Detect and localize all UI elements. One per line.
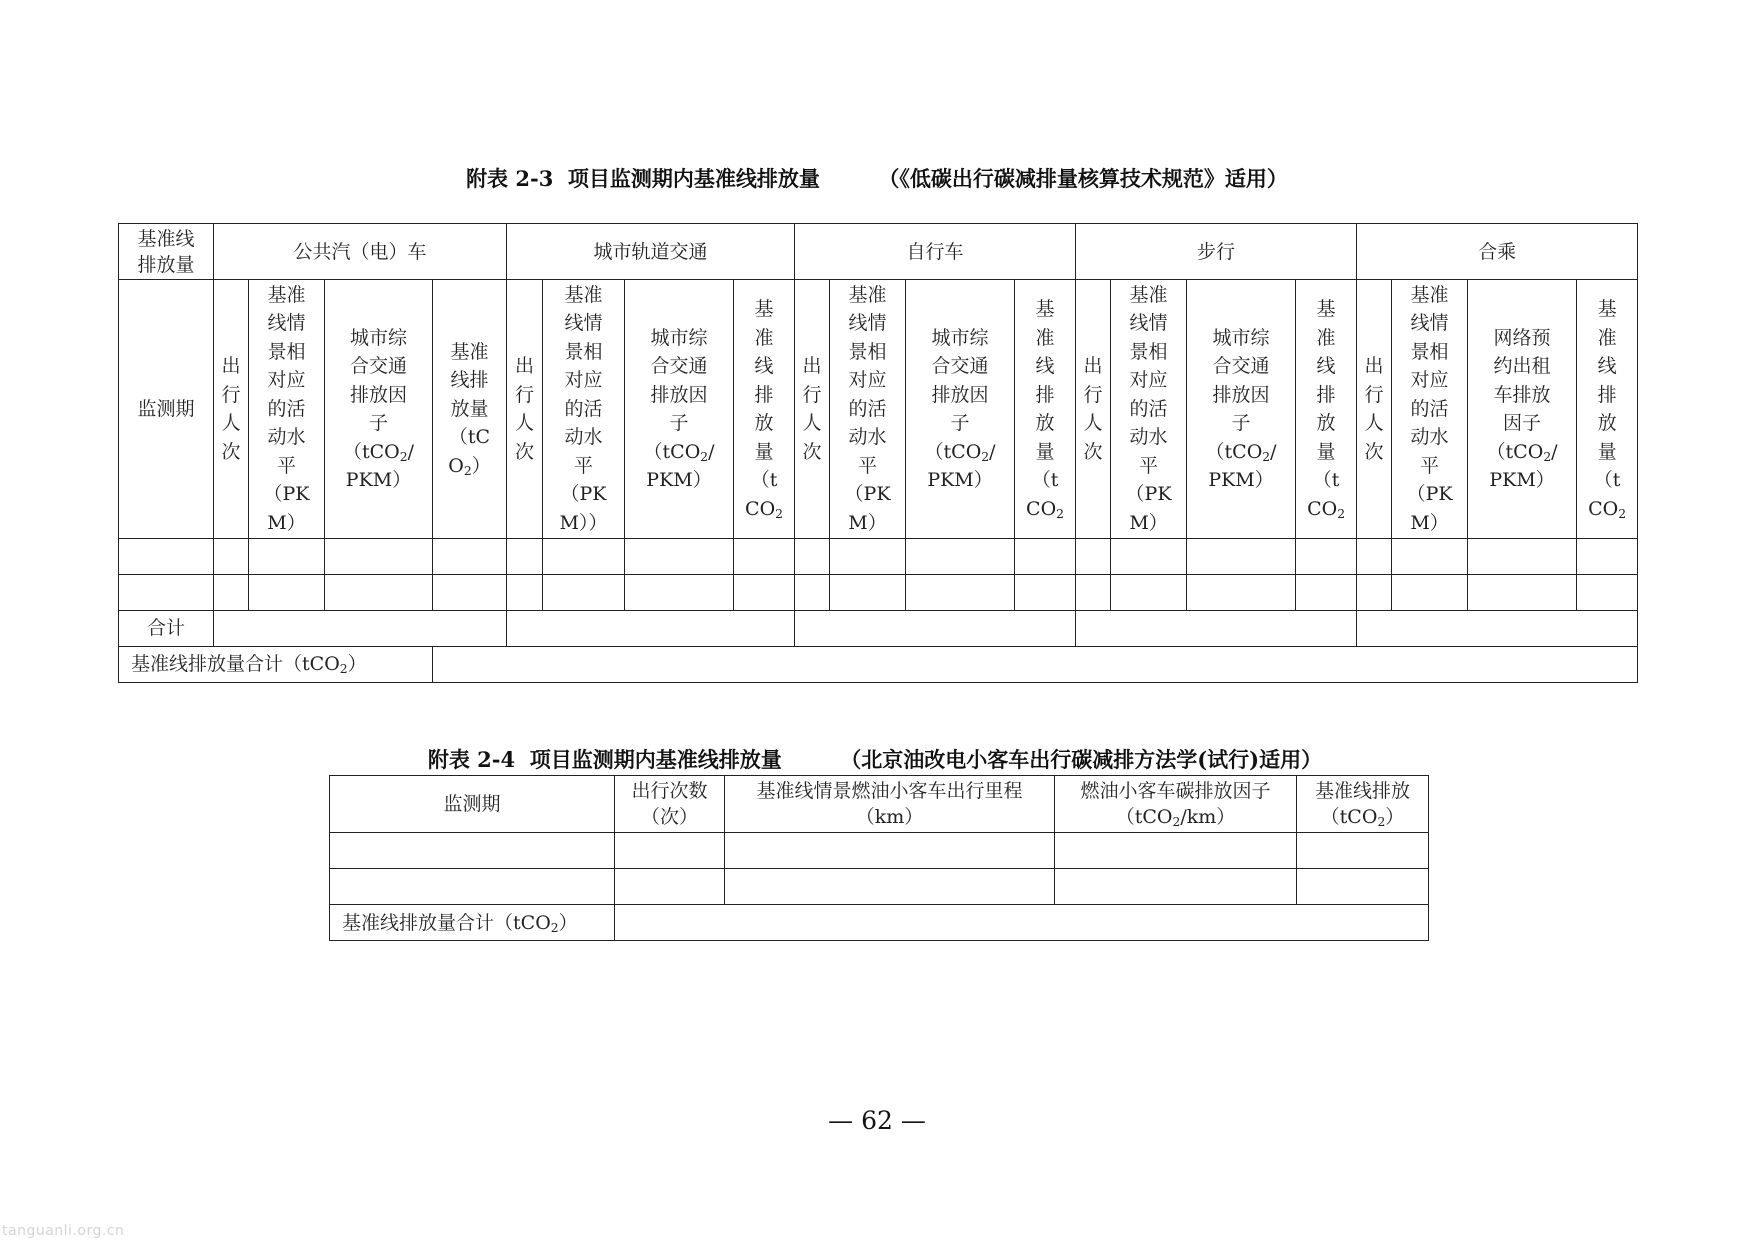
- table-2-3: [118, 223, 1638, 683]
- table-cell[interactable]: [1187, 575, 1296, 611]
- period-header: 监测期: [119, 280, 214, 539]
- table-cell[interactable]: [734, 575, 795, 611]
- period-header: 监测期: [330, 776, 615, 833]
- table-cell[interactable]: [725, 869, 1055, 905]
- total-value-cell[interactable]: [433, 647, 1638, 683]
- carpool-trips-header: 出 行 人 次: [1357, 280, 1392, 539]
- table-cell[interactable]: [507, 575, 543, 611]
- table-cell[interactable]: [1357, 575, 1392, 611]
- total-row: [330, 905, 1429, 941]
- table-cell[interactable]: [1392, 539, 1468, 575]
- subtotal-label: 合计: [119, 611, 214, 647]
- table-cell[interactable]: [1015, 575, 1076, 611]
- table-cell[interactable]: [725, 833, 1055, 869]
- bike-trips-header: 出 行 人 次: [795, 280, 830, 539]
- table-cell[interactable]: [1357, 539, 1392, 575]
- rail-subtotal-cell[interactable]: [507, 611, 795, 647]
- total-label: 基准线排放量合计（tCO$_2$）: [119, 647, 433, 683]
- group-header-bus: 公共汽（电）车: [214, 224, 507, 280]
- bike-subtotal-cell[interactable]: [795, 611, 1076, 647]
- table-cell[interactable]: [1297, 869, 1429, 905]
- table-cell[interactable]: [906, 539, 1015, 575]
- table-cell[interactable]: [734, 539, 795, 575]
- table-cell[interactable]: [1577, 539, 1638, 575]
- table-cell[interactable]: [249, 575, 325, 611]
- table-cell[interactable]: [543, 539, 625, 575]
- table-cell[interactable]: [325, 539, 433, 575]
- walk-trips-header: 出 行 人 次: [1076, 280, 1111, 539]
- table-cell[interactable]: [1297, 833, 1429, 869]
- table-cell[interactable]: [1055, 833, 1297, 869]
- carpool-factor-header: 网络预 约出租 车排放 因子 （tCO$_2$/ PKM）: [1468, 280, 1577, 539]
- table-cell[interactable]: [1111, 539, 1187, 575]
- table-row: [330, 833, 1429, 869]
- table-cell[interactable]: [507, 539, 543, 575]
- walk-factor-header: 城市综 合交通 排放因 子 （tCO$_2$/ PKM）: [1187, 280, 1296, 539]
- total-row: [119, 647, 1638, 683]
- table-cell[interactable]: [625, 575, 734, 611]
- table-cell[interactable]: [1111, 575, 1187, 611]
- table-cell[interactable]: [214, 539, 249, 575]
- table-cell[interactable]: [1015, 539, 1076, 575]
- table-cell[interactable]: [330, 833, 615, 869]
- watermark: tanguanli.org.cn: [2, 1223, 125, 1239]
- table-cell[interactable]: [433, 539, 507, 575]
- page-number: — 62 —: [828, 1106, 926, 1135]
- corner-header: 基准线 排放量: [119, 224, 214, 280]
- group-header-carpool: 合乘: [1357, 224, 1638, 280]
- table-cell[interactable]: [1577, 575, 1638, 611]
- table-cell[interactable]: [830, 539, 906, 575]
- table-cell[interactable]: [795, 539, 830, 575]
- table-cell[interactable]: [1392, 575, 1468, 611]
- rail-activity-header: 基准 线情 景相 对应 的活 动水 平 （PK M））: [543, 280, 625, 539]
- carpool-emission-header: 基 准 线 排 放 量 （t $CO_2$: [1577, 280, 1638, 539]
- table-cell[interactable]: [433, 575, 507, 611]
- group-header-bike: 自行车: [795, 224, 1076, 280]
- table-cell[interactable]: [1296, 575, 1357, 611]
- table-cell[interactable]: [795, 575, 830, 611]
- table-2-4-title: 附表 2-4 项目监测期内基准线排放量 （北京油改电小客车出行碳减排方法学(试行)适用）: [427, 747, 1323, 772]
- table-cell[interactable]: [1296, 539, 1357, 575]
- table-cell[interactable]: [119, 539, 214, 575]
- bus-trips-header: 出 行 人 次: [214, 280, 249, 539]
- group-header-walk: 步行: [1076, 224, 1357, 280]
- table-cell[interactable]: [1076, 539, 1111, 575]
- bus-factor-header: 城市综 合交通 排放因 子 （tCO$_2$/ PKM）: [325, 280, 433, 539]
- bus-emission-header: 基准 线排 放量 （tC $O_2$）: [433, 280, 507, 539]
- table-2-3-title: 附表 2-3 项目监测期内基准线排放量 （《低碳出行碳减排量核算技术规范》适用）: [466, 166, 1288, 191]
- walk-activity-header: 基准 线情 景相 对应 的活 动水 平 （PK M）: [1111, 280, 1187, 539]
- trip-count-header: 出行次数 （次）: [615, 776, 725, 833]
- rail-trips-header: 出 行 人 次: [507, 280, 543, 539]
- group-header-rail: 城市轨道交通: [507, 224, 795, 280]
- bike-emission-header: 基 准 线 排 放 量 （t $CO_2$: [1015, 280, 1076, 539]
- bike-factor-header: 城市综 合交通 排放因 子 （tCO$_2$/ PKM）: [906, 280, 1015, 539]
- table-cell[interactable]: [214, 575, 249, 611]
- table-cell[interactable]: [615, 869, 725, 905]
- table-cell[interactable]: [543, 575, 625, 611]
- total-label: 基准线排放量合计（tCO$_2$）: [330, 905, 615, 941]
- table-cell[interactable]: [1055, 869, 1297, 905]
- table-row: [119, 575, 1638, 611]
- total-value-cell[interactable]: [615, 905, 1429, 941]
- table-cell[interactable]: [325, 575, 433, 611]
- table-cell[interactable]: [830, 575, 906, 611]
- rail-factor-header: 城市综 合交通 排放因 子 （tCO$_2$/ PKM）: [625, 280, 734, 539]
- table-cell[interactable]: [1468, 575, 1577, 611]
- table-cell[interactable]: [615, 833, 725, 869]
- table-cell[interactable]: [330, 869, 615, 905]
- table-row: [330, 869, 1429, 905]
- walk-subtotal-cell[interactable]: [1076, 611, 1357, 647]
- emission-factor-header: 燃油小客车碳排放因子 （tCO$_2$/km）: [1055, 776, 1297, 833]
- baseline-emission-header: 基准线排放 （tCO$_2$）: [1297, 776, 1429, 833]
- table-cell[interactable]: [1468, 539, 1577, 575]
- carpool-subtotal-cell[interactable]: [1357, 611, 1638, 647]
- walk-emission-header: 基 准 线 排 放 量 （t $CO_2$: [1296, 280, 1357, 539]
- table-cell[interactable]: [1076, 575, 1111, 611]
- mileage-header: 基准线情景燃油小客车出行里程 （km）: [725, 776, 1055, 833]
- table-cell[interactable]: [249, 539, 325, 575]
- subtotal-row: [119, 611, 1638, 647]
- table-cell[interactable]: [906, 575, 1015, 611]
- table-cell[interactable]: [1187, 539, 1296, 575]
- table-2-4: [329, 775, 1429, 941]
- table-cell[interactable]: [625, 539, 734, 575]
- bus-activity-header: 基准 线情 景相 对应 的活 动水 平 （PK M）: [249, 280, 325, 539]
- table-cell[interactable]: [119, 575, 214, 611]
- bike-activity-header: 基准 线情 景相 对应 的活 动水 平 （PK M）: [830, 280, 906, 539]
- carpool-activity-header: 基准 线情 景相 对应 的活 动水 平 （PK M）: [1392, 280, 1468, 539]
- rail-emission-header: 基 准 线 排 放 量 （t $CO_2$: [734, 280, 795, 539]
- table-row: [119, 539, 1638, 575]
- bus-subtotal-cell[interactable]: [214, 611, 507, 647]
